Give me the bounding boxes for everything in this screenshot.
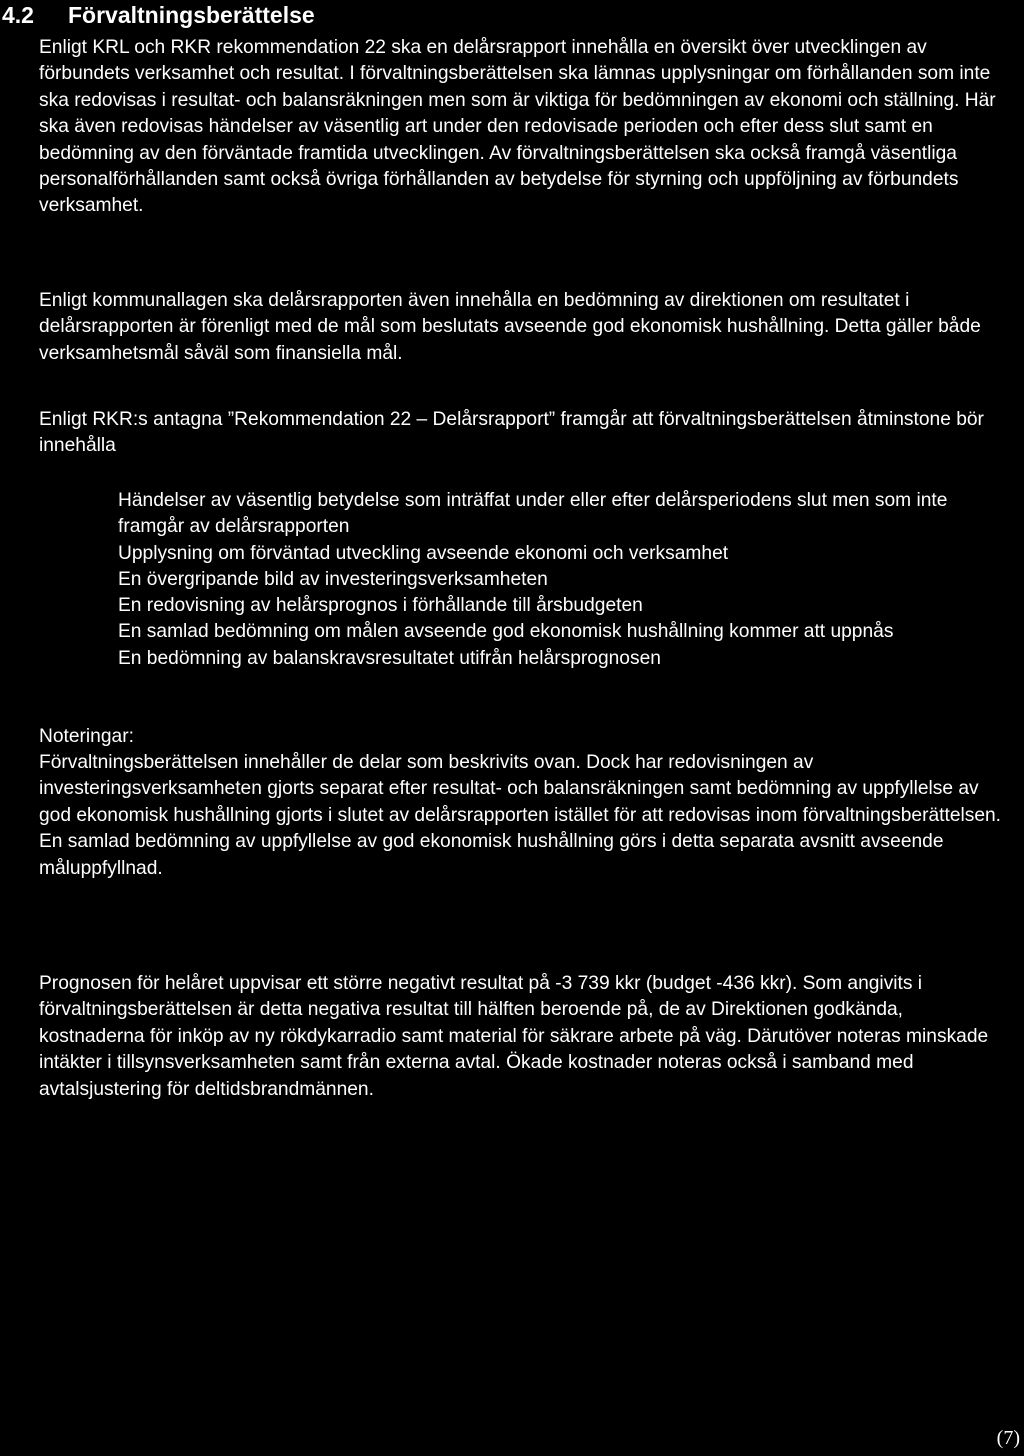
section-title: Förvaltningsberättelse [68,2,315,28]
section-heading [2,0,315,30]
intro-paragraph: Enligt KRL och RKR rekommendation 22 ska en delårsrapport innehålla en översikt över utvecklingen av förbundets verksamhet och resultat. I förvaltningsberättelsen ska lämnas upplysningar om förhållanden som inte ska redovisas i resultat- och balansräkningen men som är viktiga för bedömningen av ekonomi och ställning. Här ska även redovisas händelser av väsentlig art under den redovisade perioden och efter dess slut samt en bedömning av den förväntade framtida utvecklingen. Av förvaltningsberättelsen ska också framgå väsentliga personalförhållanden samt också övriga förhållanden av betydelse för styrning och uppföljning av förbundets verksamhet. [39,37,996,217]
section-number: 4.2 [2,2,34,28]
list-item: Händelser av väsentlig betydelse som inträffat under eller efter delårsperiodens slut men som inte framgår av delårsrapporten [118,490,948,538]
list-item: En redovisning av helårsprognos i förhållande till årsbudgeten [118,595,643,617]
forecast-paragraph: Prognosen för helåret uppvisar ett större negativt resultat på -3 739 kkr (budget -436 kkr). Som angivits i förvaltningsberättelsen är detta negativa resultat till hälften beroende på, de av Direktionen godkända, kostnaderna för inköp av ny rökdykarradio samt material för säkrare arbete på väg. Därutöver noteras minskade intäkter i tillsynsverksamheten samt från externa avtal. Ökade kostnader noteras också i samband med avtalsjustering för deltidsbrandmännen. [39,973,989,1100]
requirements-list [118,488,998,672]
rkr-intro-paragraph: Enligt RKR:s antagna ”Rekommendation 22 – Delårsrapport” framgår att förvaltningsberättelsen åtminstone bör innehålla [39,409,984,457]
list-item: En samlad bedömning om målen avseende god ekonomisk hushållning kommer att uppnås [118,621,894,643]
notes-paragraph: Förvaltningsberättelsen innehåller de delar som beskrivits ovan. Dock har redovisningen av investeringsverksamheten gjorts separat efter resultat- och balansräkningen samt bedömning av uppfyllelse av god ekonomisk hushållning gjorts i slutet av delårsrapporten istället för att redovisas inom förvaltningsberättelsen. En samlad bedömning av uppfyllelse av god ekonomisk hushållning görs i detta separata avsnitt avseende måluppfyllnad. [39,752,1002,879]
list-item: En övergripande bild av investeringsverksamheten [118,568,548,590]
notes-label: Noteringar: [39,726,134,747]
list-item: Upplysning om förväntad utveckling avseende ekonomi och verksamhet [118,542,729,564]
list-item: En bedömning av balanskravsresultatet utifrån helårsprognosen [118,647,661,669]
kommunallagen-paragraph: Enligt kommunallagen ska delårsrapporten även innehålla en bedömning av direktionen om resultatet i delårsrapporten är förenligt med de mål som beslutats avseende god ekonomisk hushållning. Detta gäller både verksamhetsmål såväl som finansiella mål. [39,290,981,364]
page-number: (7) [996,1427,1020,1449]
